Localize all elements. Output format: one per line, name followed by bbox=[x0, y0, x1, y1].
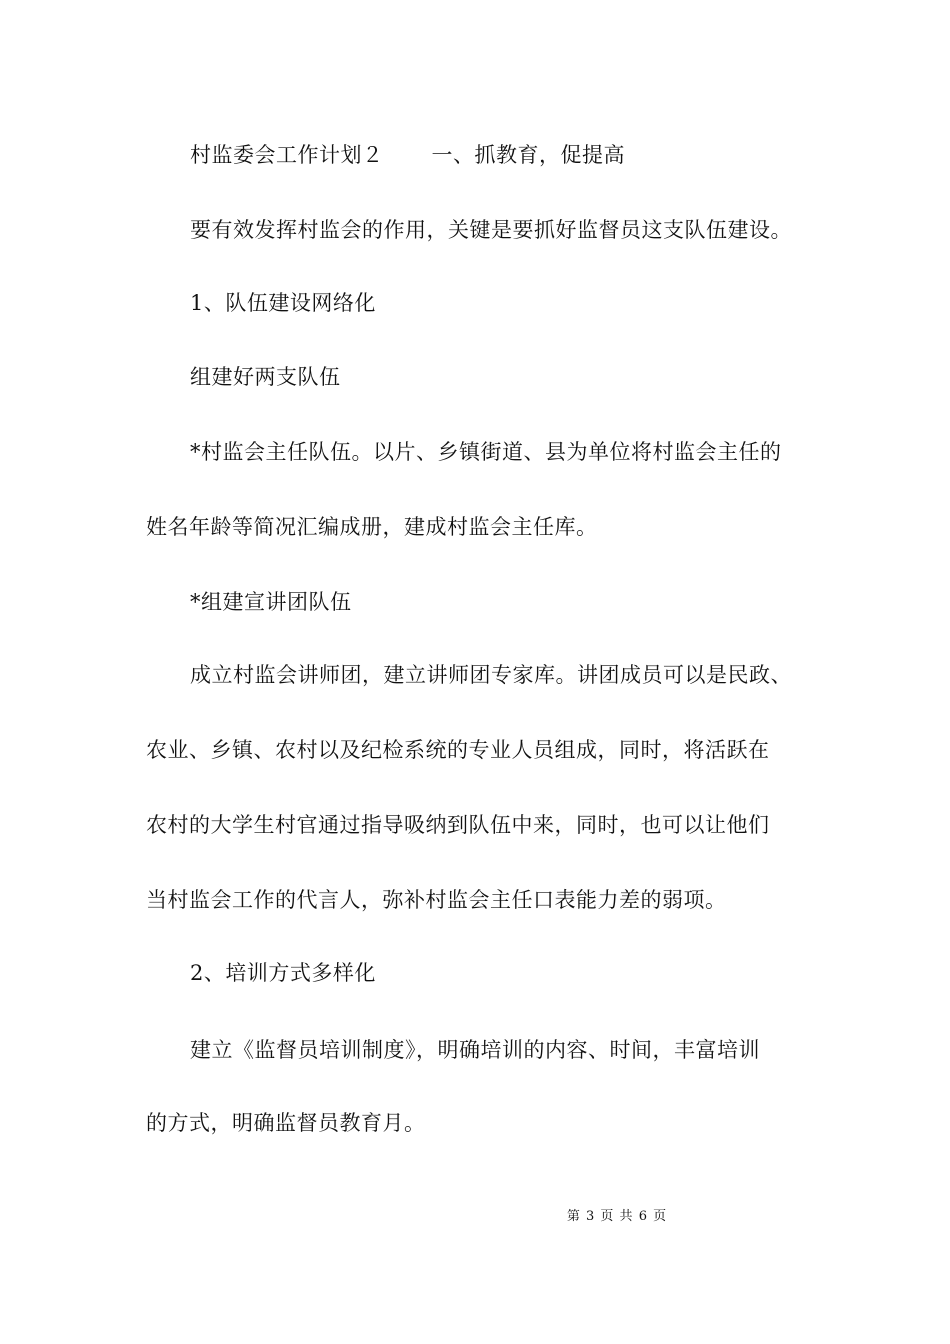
paragraph-line: 成立村监会讲师团，建立讲师团专家库。讲团成员可以是民政、 bbox=[190, 663, 792, 687]
page-footer bbox=[0, 1208, 950, 1226]
paragraph-line: 当村监会工作的代言人，弥补村监会主任口表能力差的弱项。 bbox=[146, 888, 727, 912]
heading-title: 村监委会工作计划２ bbox=[190, 143, 384, 167]
paragraph-line: 建立《监督员培训制度》，明确培训的内容、时间，丰富培训 bbox=[190, 1038, 760, 1062]
paragraph-line: 组建好两支队伍 bbox=[190, 365, 341, 389]
paragraph-line: 姓名年龄等简况汇编成册，建成村监会主任库。 bbox=[146, 515, 598, 539]
paragraph-line: 要有效发挥村监会的作用，关键是要抓好监督员这支队伍建设。 bbox=[190, 218, 792, 242]
page-number: 第 3 页 共 6 页 bbox=[566, 1209, 668, 1224]
paragraph-line: 农业、乡镇、农村以及纪检系统的专业人员组成，同时，将活跃在 bbox=[146, 738, 770, 762]
subheading-line: 1、队伍建设网络化 bbox=[190, 291, 376, 315]
heading-line bbox=[190, 140, 880, 170]
paragraph-line: *组建宣讲团队伍 bbox=[190, 590, 352, 614]
heading-section: 一、抓教育，促提高 bbox=[431, 143, 625, 167]
paragraph-line: *村监会主任队伍。以片、乡镇街道、县为单位将村监会主任的 bbox=[190, 440, 782, 464]
paragraph-line: 的方式，明确监督员教育月。 bbox=[146, 1111, 426, 1135]
subheading-line: 2、培训方式多样化 bbox=[190, 961, 376, 985]
paragraph-line: 农村的大学生村官通过指导吸纳到队伍中来，同时，也可以让他们 bbox=[146, 813, 770, 837]
